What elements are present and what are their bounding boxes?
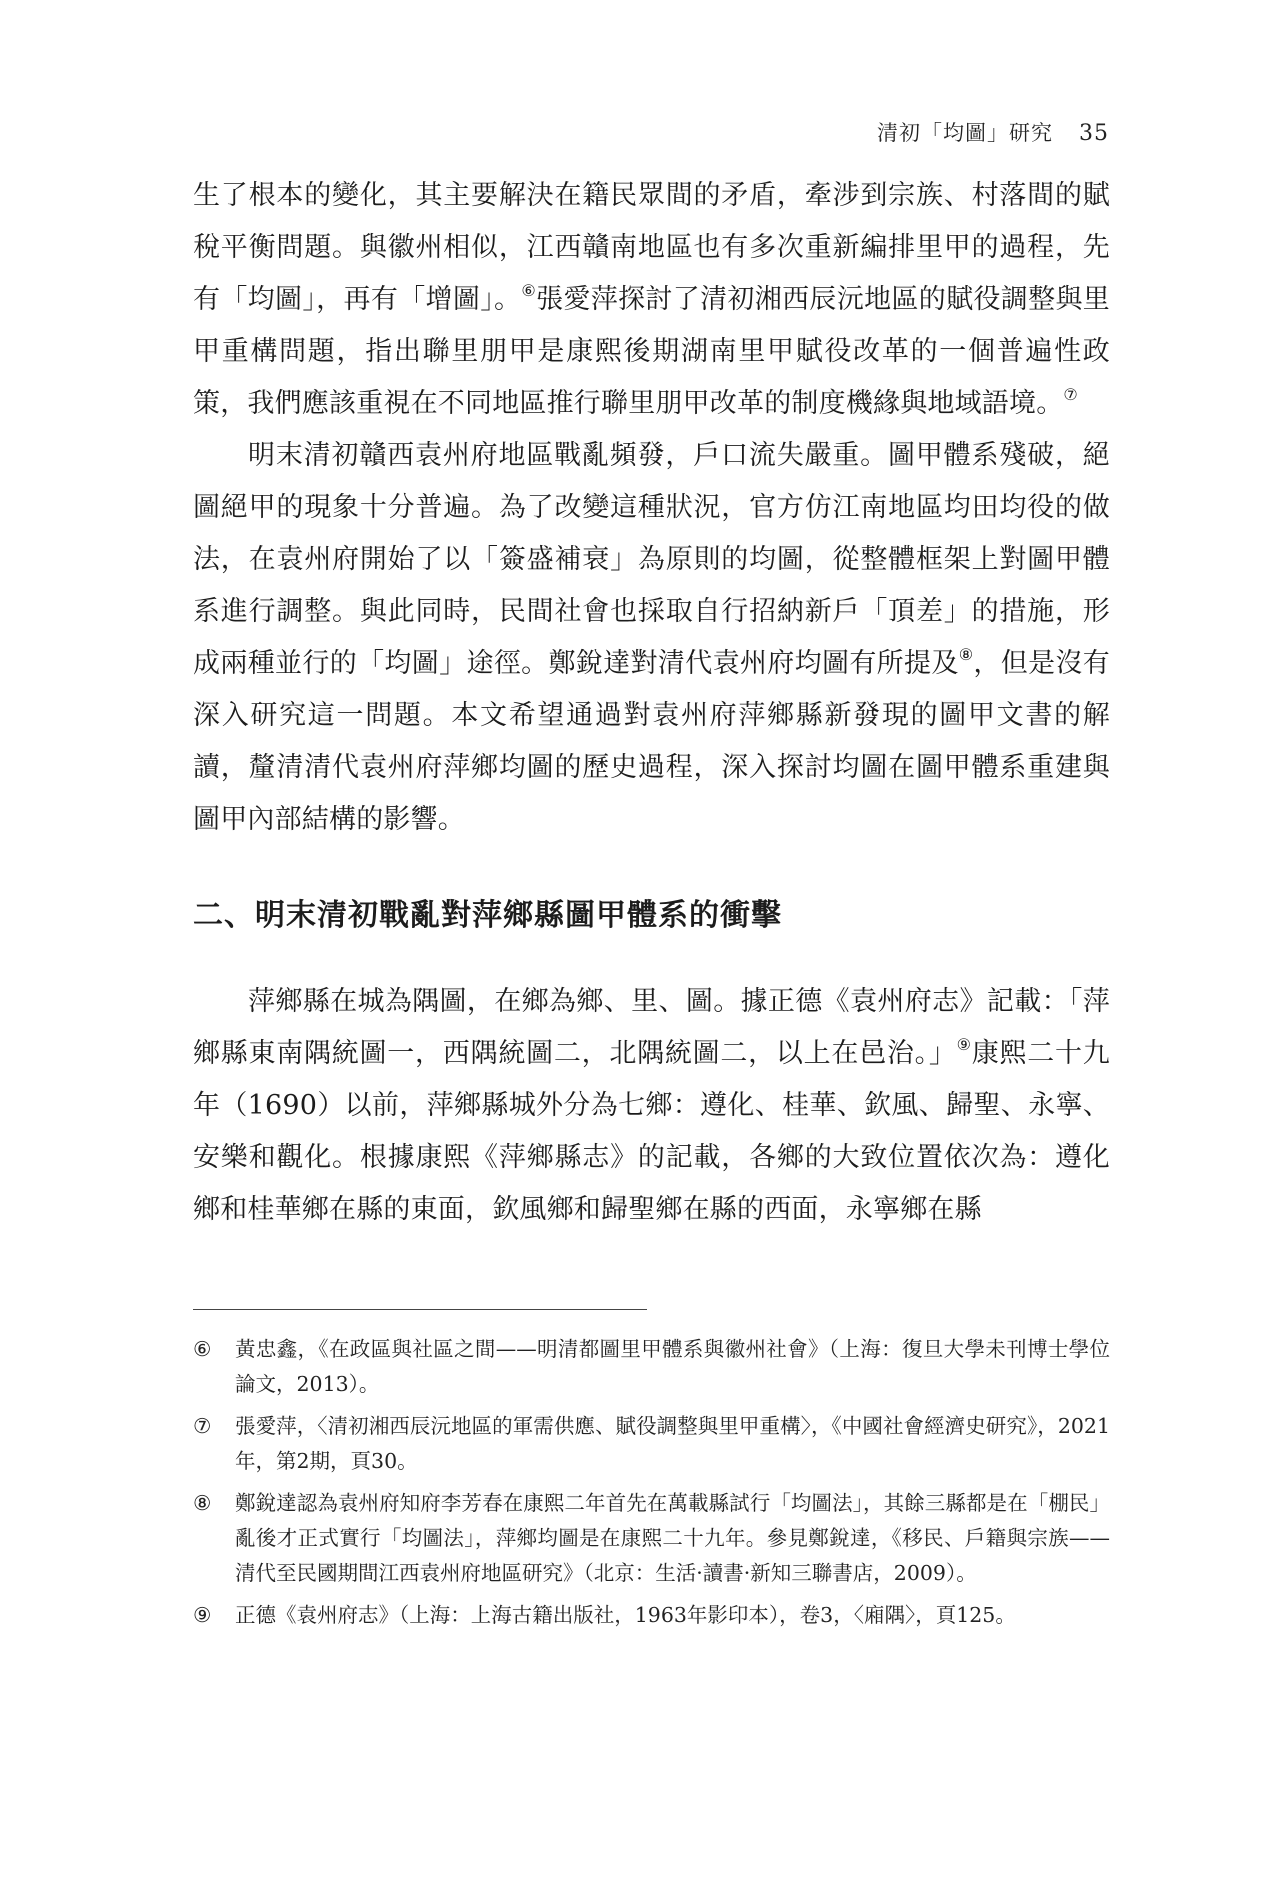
paragraph-2	[193, 430, 1110, 846]
paragraph-3-text-b: 康熙二十九年（1690）以前，萍鄉縣城外分為七鄉：遵化、桂華、欽風、歸聖、永寧、安樂和觀化。根據康熙《萍鄉縣志》的記載，各鄉的大致位置依次為：遵化鄉和桂華鄉在縣的東面，欽風鄉和歸聖鄉在縣的西面，永寧鄉在縣	[193, 1038, 1111, 1225]
footnote-9	[193, 1598, 1110, 1633]
footnote-8	[193, 1486, 1110, 1591]
footnote-mark: ⑧	[193, 1491, 212, 1515]
footnote-text: 正德《袁州府志》（上海：上海古籍出版社，1963年影印本），卷3，〈廂隅〉，頁125。	[235, 1603, 1016, 1627]
footnote-mark: ⑦	[193, 1414, 212, 1438]
paragraph-3-text-a: 萍鄉縣在城為隅圖，在鄉為鄉、里、圖。據正德《袁州府志》記載：「萍鄉縣東南隅統圖一，西隅統圖二，北隅統圖二，以上在邑治。」	[193, 986, 1110, 1069]
paragraph-1-text-b: 張愛萍探討了清初湘西辰沅地區的賦役調整與里甲重構問題，指出聯里朋甲是康熙後期湖南里甲賦役改革的一個普遍性政策，我們應該重視在不同地區推行聯里朋甲改革的制度機緣與地域語境。	[193, 284, 1110, 419]
paragraph-1-text-a: 生了根本的變化，其主要解決在籍民眾間的矛盾，牽涉到宗族、村落間的賦稅平衡問題。與徽州相似，江西贛南地區也有多次重新編排里甲的過程，先有「均圖」，再有「增圖」。	[193, 180, 1110, 315]
footnote-7	[193, 1409, 1110, 1479]
footnote-ref-8[interactable]: ⑧	[958, 645, 974, 664]
paragraph-1	[193, 170, 1110, 430]
main-text	[193, 170, 1110, 1236]
footnote-text: 鄭銳達認為袁州府知府李芳春在康熙二年首先在萬載縣試行「均圖法」，其餘三縣都是在「棚民」亂後才正式實行「均圖法」，萍鄉均圖是在康熙二十九年。參見鄭銳達，《移民、戶籍與宗族——清代至民國期間江西袁州府地區研究》（北京：生活·讀書·新知三聯書店，2009）。	[235, 1491, 1110, 1585]
paragraph-2-text-b: ，但是沒有深入研究這一問題。本文希望通過對袁州府萍鄉縣新發現的圖甲文書的解讀，釐清清代袁州府萍鄉均圖的歷史過程，深入探討均圖在圖甲體系重建與圖甲內部結構的影響。	[193, 648, 1111, 835]
footnote-mark: ⑨	[193, 1603, 212, 1627]
footnote-text: 張愛萍，〈清初湘西辰沅地區的軍需供應、賦役調整與里甲重構〉，《中國社會經濟史研究》，2021年，第2期，頁30。	[235, 1414, 1110, 1473]
footnote-text: 黃忠鑫，《在政區與社區之間——明清都圖里甲體系與徽州社會》（上海：復旦大學未刊博士學位論文，2013）。	[235, 1337, 1110, 1396]
footnote-ref-9[interactable]: ⑨	[956, 1035, 972, 1054]
footnote-6	[193, 1332, 1110, 1402]
footnote-divider	[193, 1309, 647, 1310]
footnotes	[193, 1332, 1110, 1640]
paragraph-2-text-a: 明末清初贛西袁州府地區戰亂頻發，戶口流失嚴重。圖甲體系殘破，絕圖絕甲的現象十分普遍。為了改變這種狀況，官方仿江南地區均田均役的做法，在袁州府開始了以「簽盛補衰」為原則的均圖，從整體框架上對圖甲體系進行調整。與此同時，民間社會也採取自行招納新戶「頂差」的措施，形成兩種並行的「均圖」途徑。鄭銳達對清代袁州府均圖有所提及	[193, 440, 1110, 679]
footnote-ref-6[interactable]: ⑥	[521, 281, 537, 300]
paragraph-3	[193, 976, 1110, 1236]
footnote-ref-7[interactable]: ⑦	[1063, 385, 1078, 404]
running-header	[877, 117, 1109, 147]
page-number: 35	[1079, 121, 1109, 146]
running-title: 清初「均圖」研究	[877, 121, 1053, 145]
section-heading: 二、明末清初戰亂對萍鄉縣圖甲體系的衝擊	[193, 898, 782, 933]
footnote-mark: ⑥	[193, 1337, 212, 1361]
